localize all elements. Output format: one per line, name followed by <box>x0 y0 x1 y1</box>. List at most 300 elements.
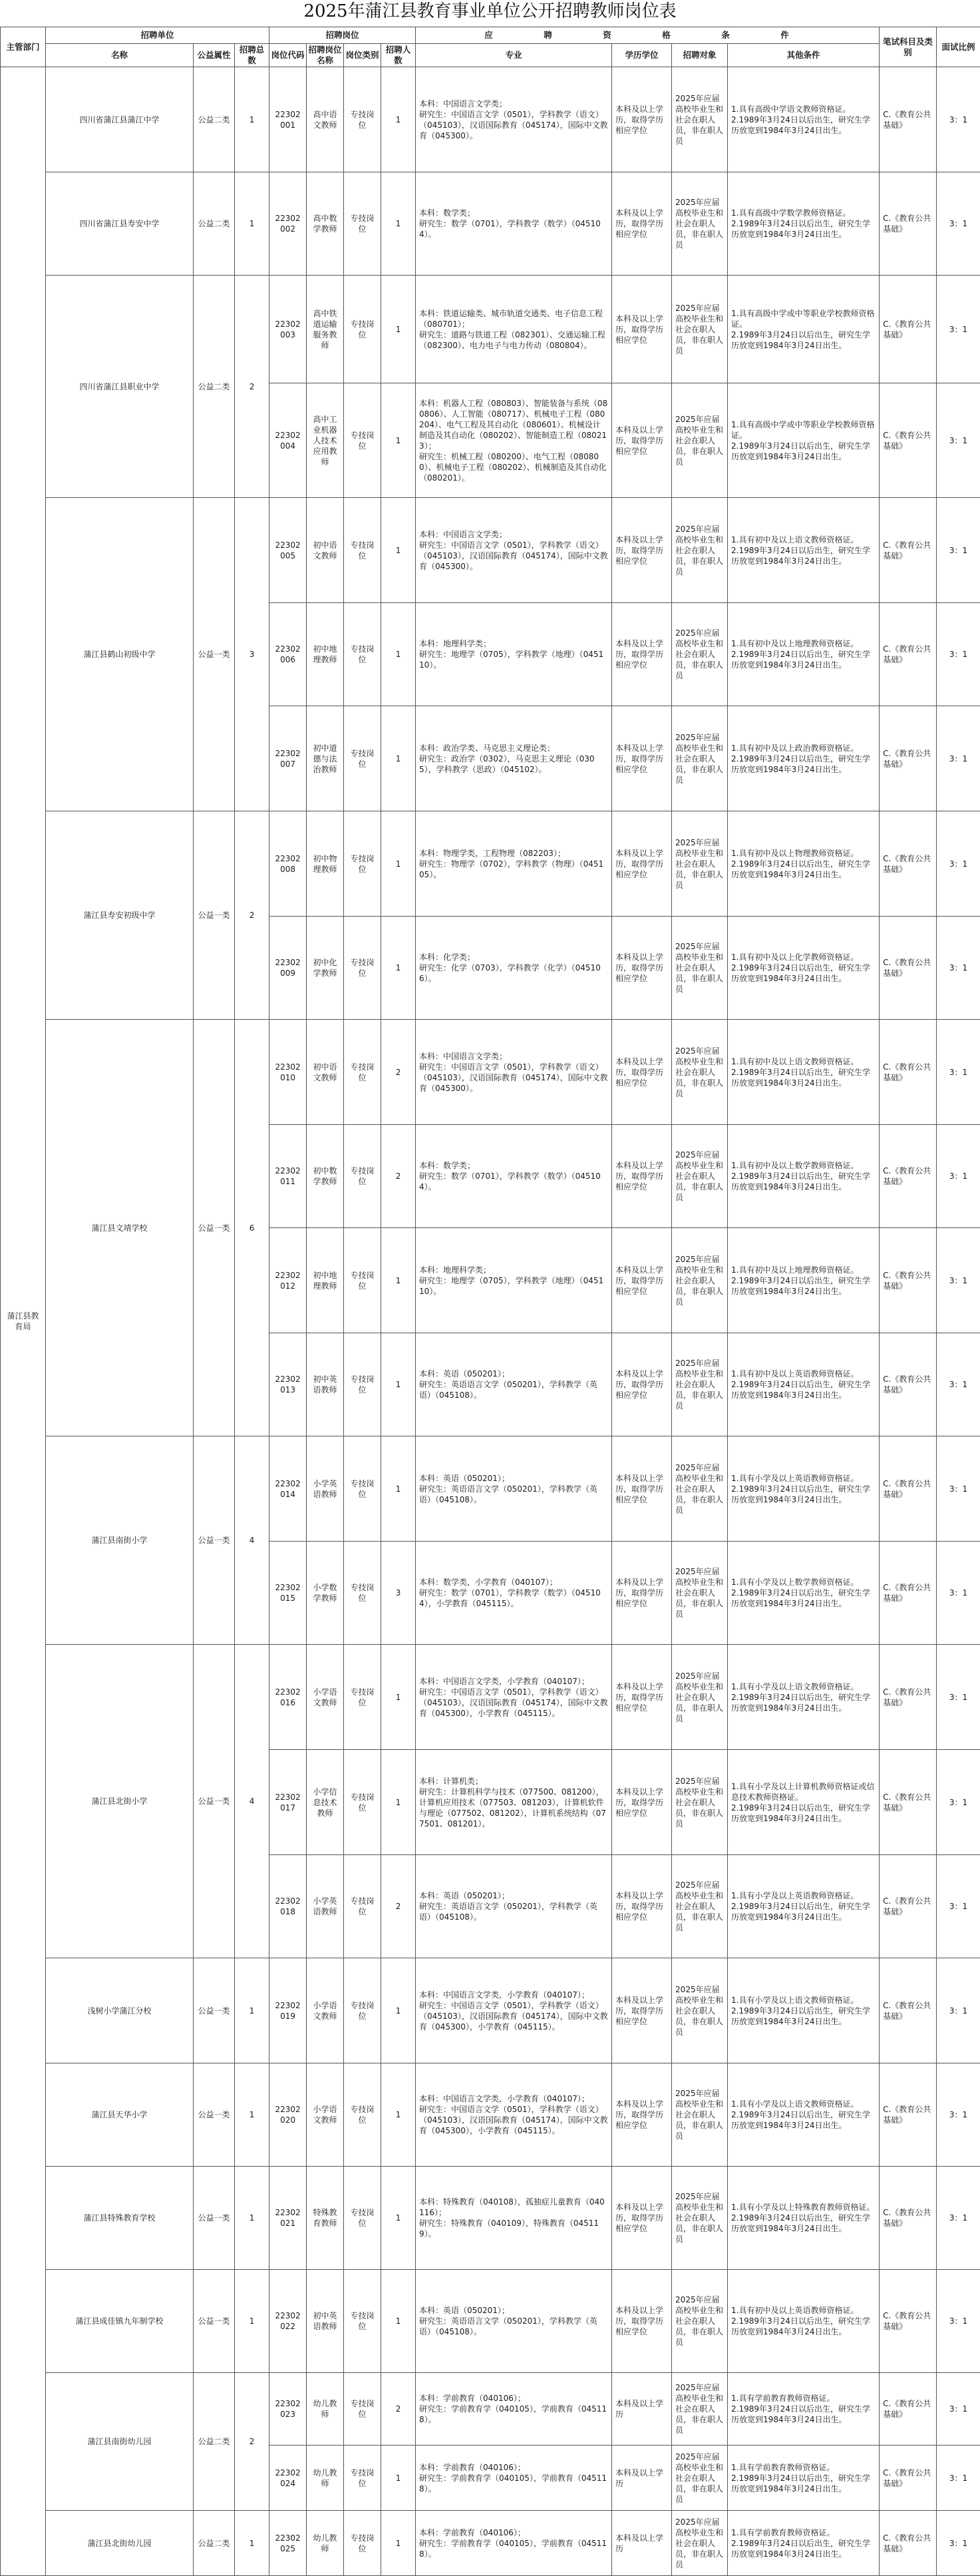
ratio-cell: 3：1 <box>937 1228 980 1333</box>
other-cell: 1.具有高级中学或中等职业学校教师资格证。 2.1989年3月24日以后出生，研究生学历放宽到1984年3月24日出生。 <box>728 383 880 498</box>
post-name-cell: 幼儿教师 <box>307 2373 344 2446</box>
other-cell: 1.具有初中及以上地理教师资格证。 2.1989年3月24日以后出生，研究生学历放宽到1984年3月24日出生。 <box>728 603 880 706</box>
table-row <box>1 1958 980 2063</box>
edu-cell: 本科及以上学历，取得学历相应学位 <box>612 706 672 811</box>
post-type-cell: 专技岗位 <box>344 1542 381 1645</box>
edu-cell: 本科及以上学历，取得学历相应学位 <box>612 498 672 603</box>
post-code-cell: 22302012 <box>269 1228 307 1333</box>
edu-cell: 本科及以上学历，取得学历相应学位 <box>612 1958 672 2063</box>
edu-cell: 本科及以上学历 <box>612 2511 672 2576</box>
exam-cell: C.《教育公共基础》 <box>880 706 937 811</box>
other-cell: 1.具有学前教育教师资格证。 2.1989年3月24日以后出生，研究生学历放宽到1984年3月24日出生。 <box>728 2373 880 2446</box>
post-type-cell: 专技岗位 <box>344 276 381 383</box>
table-row <box>1 2373 980 2446</box>
post-name-cell: 幼儿教师 <box>307 2511 344 2576</box>
table-row <box>1 172 980 276</box>
exam-cell: C.《教育公共基础》 <box>880 276 937 383</box>
exam-cell: C.《教育公共基础》 <box>880 1855 937 1958</box>
other-cell: 1.具有高级中学或中等职业学校教师资格证。 2.1989年3月24日以后出生，研究生学历放宽到1984年3月24日出生。 <box>728 276 880 383</box>
exam-cell: C.《教育公共基础》 <box>880 383 937 498</box>
post-code-cell: 22302022 <box>269 2270 307 2373</box>
ratio-cell: 3：1 <box>937 2063 980 2167</box>
post-name-cell: 小学语文教师 <box>307 1958 344 2063</box>
other-cell: 1.具有高级中学语文教师资格证。 2.1989年3月24日以后出生，研究生学历放宽到1984年3月24日出生。 <box>728 67 880 172</box>
post-name-cell: 幼儿教师 <box>307 2446 344 2511</box>
unit-total-cell: 1 <box>235 2270 269 2373</box>
post-code-cell: 22302014 <box>269 1436 307 1542</box>
post-count-cell: 1 <box>381 706 416 811</box>
post-count-cell: 1 <box>381 2270 416 2373</box>
post-count-cell: 2 <box>381 2373 416 2446</box>
exam-cell: C.《教育公共基础》 <box>880 1228 937 1333</box>
target-cell: 2025年应届高校毕业生和社会在职人员，非在职人员 <box>672 706 728 811</box>
other-cell: 1.具有小学及以上数学教师资格证。 2.1989年3月24日以后出生，研究生学历放宽到1984年3月24日出生。 <box>728 1542 880 1645</box>
major-cell: 本科：英语（050201）； 研究生：英语语言文学（050201），学科教学（英语）（045108）。 <box>416 2270 612 2373</box>
major-cell: 本科：数学类； 研究生：数学（0701），学科教学（数学）（045104）。 <box>416 1125 612 1228</box>
edu-cell: 本科及以上学历，取得学历相应学位 <box>612 811 672 917</box>
unit-name-cell: 蒲江县寿安初级中学 <box>46 811 194 1020</box>
other-cell: 1.具有初中及以上语文教师资格证。 2.1989年3月24日以后出生，研究生学历放宽到1984年3月24日出生。 <box>728 498 880 603</box>
ratio-cell: 3：1 <box>937 603 980 706</box>
major-cell: 本科：数学类，小学教育（040107）； 研究生：数学（0701），学科教学（数学）（045104），小学教育（045115）。 <box>416 1542 612 1645</box>
post-name-cell: 小学英语教师 <box>307 1436 344 1542</box>
header-unit-type: 公益属性 <box>194 44 235 67</box>
edu-cell: 本科及以上学历，取得学历相应学位 <box>612 172 672 276</box>
post-code-cell: 22302021 <box>269 2167 307 2270</box>
post-count-cell: 1 <box>381 2511 416 2576</box>
table-row <box>1 1020 980 1125</box>
unit-name-cell: 蒲江县北街小学 <box>46 1645 194 1958</box>
major-cell: 本科：中国语言文学类，小学教育（040107）； 研究生：中国语言文学（0501），学科教学（语文）（045103），汉语国际教育（045174），国际中文教育（045300），小学教育（045115）。 <box>416 1645 612 1750</box>
post-name-cell: 高中工业机器人技术应用教师 <box>307 383 344 498</box>
unit-name-cell: 四川省蒲江县寿安中学 <box>46 172 194 276</box>
post-count-cell: 1 <box>381 1958 416 2063</box>
unit-type-cell: 公益一类 <box>194 2063 235 2167</box>
post-code-cell: 22302018 <box>269 1855 307 1958</box>
exam-cell: C.《教育公共基础》 <box>880 603 937 706</box>
post-type-cell: 专技岗位 <box>344 1750 381 1855</box>
table-row <box>1 811 980 917</box>
edu-cell: 本科及以上学历，取得学历相应学位 <box>612 1542 672 1645</box>
unit-total-cell: 1 <box>235 67 269 172</box>
dept-name-cell: 蒲江县教育局 <box>1 67 46 2576</box>
major-cell: 本科：地理科学类； 研究生：地理学（0705），学科教学（地理）（045110）。 <box>416 1228 612 1333</box>
unit-type-cell: 公益二类 <box>194 2511 235 2576</box>
ratio-cell: 3：1 <box>937 383 980 498</box>
edu-cell: 本科及以上学历，取得学历相应学位 <box>612 383 672 498</box>
post-name-cell: 小学语文教师 <box>307 2063 344 2167</box>
post-name-cell: 初中地理教师 <box>307 603 344 706</box>
unit-total-cell: 1 <box>235 1958 269 2063</box>
post-type-cell: 专技岗位 <box>344 1436 381 1542</box>
edu-cell: 本科及以上学历，取得学历相应学位 <box>612 1228 672 1333</box>
target-cell: 2025年应届高校毕业生和社会在职人员，非在职人员 <box>672 2511 728 2576</box>
post-type-cell: 专技岗位 <box>344 1333 381 1436</box>
post-count-cell: 1 <box>381 2063 416 2167</box>
header-post-type: 岗位类别 <box>344 44 381 67</box>
post-code-cell: 22302007 <box>269 706 307 811</box>
post-code-cell: 22302019 <box>269 1958 307 2063</box>
post-type-cell: 专技岗位 <box>344 811 381 917</box>
exam-cell: C.《教育公共基础》 <box>880 1333 937 1436</box>
target-cell: 2025年应届高校毕业生和社会在职人员，非在职人员 <box>672 1228 728 1333</box>
post-name-cell: 小学信息技术教师 <box>307 1750 344 1855</box>
header-unit-group: 招聘单位 <box>46 27 269 44</box>
exam-cell: C.《教育公共基础》 <box>880 811 937 917</box>
target-cell: 2025年应届高校毕业生和社会在职人员，非在职人员 <box>672 1436 728 1542</box>
major-cell: 本科：化学类； 研究生：化学（0703），学科教学（化学）（045106）。 <box>416 917 612 1020</box>
document-title: 2025年蒲江县教育事业单位公开招聘教师岗位表 <box>0 0 980 23</box>
exam-cell: C.《教育公共基础》 <box>880 1125 937 1228</box>
exam-cell: C.《教育公共基础》 <box>880 2373 937 2446</box>
major-cell: 本科：学前教育（040106）； 研究生：学前教育学（040105），学前教育（045118）。 <box>416 2446 612 2511</box>
post-code-cell: 22302001 <box>269 67 307 172</box>
other-cell: 1.具有小学及以上英语教师资格证。 2.1989年3月24日以后出生，研究生学历放宽到1984年3月24日出生。 <box>728 1436 880 1542</box>
post-type-cell: 专技岗位 <box>344 2446 381 2511</box>
other-cell: 1.具有初中及以上化学教师资格证。 2.1989年3月24日以后出生，研究生学历放宽到1984年3月24日出生。 <box>728 917 880 1020</box>
header-row-top <box>1 27 980 44</box>
major-cell: 本科：地理科学类； 研究生：地理学（0705），学科教学（地理）（045110）。 <box>416 603 612 706</box>
header-ratio: 面试比例 <box>937 27 980 67</box>
post-type-cell: 专技岗位 <box>344 2063 381 2167</box>
table-row <box>1 498 980 603</box>
post-count-cell: 1 <box>381 67 416 172</box>
post-name-cell: 小学数学教师 <box>307 1542 344 1645</box>
ratio-cell: 3：1 <box>937 1958 980 2063</box>
exam-cell: C.《教育公共基础》 <box>880 67 937 172</box>
major-cell: 本科：中国语言文学类，小学教育（040107）； 研究生：中国语言文学（0501），学科教学（语文）（045103），汉语国际教育（045174），国际中文教育（045300），小学教育（045115）。 <box>416 2063 612 2167</box>
target-cell: 2025年应届高校毕业生和社会在职人员，非在职人员 <box>672 498 728 603</box>
post-count-cell: 2 <box>381 1855 416 1958</box>
unit-name-cell: 浅树小学蒲江分校 <box>46 1958 194 2063</box>
unit-total-cell: 6 <box>235 1020 269 1436</box>
post-code-cell: 22302015 <box>269 1542 307 1645</box>
edu-cell: 本科及以上学历，取得学历相应学位 <box>612 2063 672 2167</box>
unit-name-cell: 蒲江县鹤山初级中学 <box>46 498 194 811</box>
edu-cell: 本科及以上学历，取得学历相应学位 <box>612 1645 672 1750</box>
post-name-cell: 特殊教育教师 <box>307 2167 344 2270</box>
post-name-cell: 高中语文教师 <box>307 67 344 172</box>
post-type-cell: 专技岗位 <box>344 1125 381 1228</box>
other-cell: 1.具有初中及以上地理教师资格证。 2.1989年3月24日以后出生，研究生学历放宽到1984年3月24日出生。 <box>728 1228 880 1333</box>
header-dept: 主管部门 <box>1 27 46 67</box>
exam-cell: C.《教育公共基础》 <box>880 917 937 1020</box>
other-cell: 1.具有小学及以上语文教师资格证。 2.1989年3月24日以后出生，研究生学历放宽到1984年3月24日出生。 <box>728 1958 880 2063</box>
unit-name-cell: 蒲江县北街幼儿园 <box>46 2511 194 2576</box>
unit-type-cell: 公益一类 <box>194 2270 235 2373</box>
unit-type-cell: 公益一类 <box>194 1645 235 1958</box>
post-name-cell: 初中语文教师 <box>307 498 344 603</box>
unit-name-cell: 蒲江县天华小学 <box>46 2063 194 2167</box>
major-cell: 本科：英语（050201）； 研究生：英语语言文学（050201），学科教学（英语）（045108）。 <box>416 1855 612 1958</box>
target-cell: 2025年应届高校毕业生和社会在职人员，非在职人员 <box>672 67 728 172</box>
post-name-cell: 初中道德与法治教师 <box>307 706 344 811</box>
major-cell: 本科：数学类； 研究生：数学（0701），学科教学（数学）（045104）。 <box>416 172 612 276</box>
post-count-cell: 1 <box>381 1333 416 1436</box>
header-post-group: 招聘岗位 <box>269 27 416 44</box>
other-cell: 1.具有学前教育教师资格证。 2.1989年3月24日以后出生，研究生学历放宽到1984年3月24日出生。 <box>728 2511 880 2576</box>
other-cell: 1.具有初中及以上数学教师资格证。 2.1989年3月24日以后出生，研究生学历放宽到1984年3月24日出生。 <box>728 1125 880 1228</box>
ratio-cell: 3：1 <box>937 2446 980 2511</box>
post-count-cell: 1 <box>381 603 416 706</box>
post-code-cell: 22302002 <box>269 172 307 276</box>
unit-name-cell: 蒲江县文靖学校 <box>46 1020 194 1436</box>
unit-total-cell: 2 <box>235 276 269 498</box>
target-cell: 2025年应届高校毕业生和社会在职人员，非在职人员 <box>672 383 728 498</box>
post-count-cell: 1 <box>381 811 416 917</box>
edu-cell: 本科及以上学历，取得学历相应学位 <box>612 2270 672 2373</box>
target-cell: 2025年应届高校毕业生和社会在职人员，非在职人员 <box>672 1125 728 1228</box>
target-cell: 2025年应届高校毕业生和社会在职人员，非在职人员 <box>672 917 728 1020</box>
post-type-cell: 专技岗位 <box>344 67 381 172</box>
ratio-cell: 3：1 <box>937 2373 980 2446</box>
major-cell: 本科：英语（050201）； 研究生：英语语言文学（050201），学科教学（英语）（045108）。 <box>416 1436 612 1542</box>
header-post-name: 招聘岗位名称 <box>307 44 344 67</box>
post-code-cell: 22302011 <box>269 1125 307 1228</box>
edu-cell: 本科及以上学历，取得学历相应学位 <box>612 1436 672 1542</box>
post-code-cell: 22302025 <box>269 2511 307 2576</box>
target-cell: 2025年应届高校毕业生和社会在职人员，非在职人员 <box>672 603 728 706</box>
post-type-cell: 专技岗位 <box>344 1228 381 1333</box>
ratio-cell: 3：1 <box>937 2167 980 2270</box>
post-type-cell: 专技岗位 <box>344 1855 381 1958</box>
exam-cell: C.《教育公共基础》 <box>880 498 937 603</box>
edu-cell: 本科及以上学历，取得学历相应学位 <box>612 1020 672 1125</box>
unit-total-cell: 2 <box>235 811 269 1020</box>
major-cell: 本科：英语（050201）； 研究生：英语语言文学（050201），学科教学（英语）（045108）。 <box>416 1333 612 1436</box>
post-type-cell: 专技岗位 <box>344 1020 381 1125</box>
header-post-code: 岗位代码 <box>269 44 307 67</box>
unit-type-cell: 公益一类 <box>194 498 235 811</box>
other-cell: 1.具有小学及以上语文教师资格证。 2.1989年3月24日以后出生，研究生学历放宽到1984年3月24日出生。 <box>728 2063 880 2167</box>
post-count-cell: 1 <box>381 1228 416 1333</box>
edu-cell: 本科及以上学历，取得学历相应学位 <box>612 603 672 706</box>
header-other: 其他条件 <box>728 44 880 67</box>
post-type-cell: 专技岗位 <box>344 2373 381 2446</box>
table-row <box>1 2270 980 2373</box>
ratio-cell: 3：1 <box>937 917 980 1020</box>
header-target: 招聘对象 <box>672 44 728 67</box>
post-name-cell: 高中数学教师 <box>307 172 344 276</box>
post-type-cell: 专技岗位 <box>344 603 381 706</box>
edu-cell: 本科及以上学历，取得学历相应学位 <box>612 67 672 172</box>
unit-total-cell: 1 <box>235 2511 269 2576</box>
post-code-cell: 22302003 <box>269 276 307 383</box>
other-cell: 1.具有小学及以上计算机教师资格证或信息技术教师资格证。 2.1989年3月24日以后出生，研究生学历放宽到1984年3月24日出生。 <box>728 1750 880 1855</box>
other-cell: 1.具有初中及以上语文教师资格证。 2.1989年3月24日以后出生，研究生学历放宽到1984年3月24日出生。 <box>728 1020 880 1125</box>
post-code-cell: 22302010 <box>269 1020 307 1125</box>
post-count-cell: 1 <box>381 1436 416 1542</box>
target-cell: 2025年应届高校毕业生和社会在职人员，非在职人员 <box>672 2270 728 2373</box>
ratio-cell: 3：1 <box>937 1750 980 1855</box>
recruitment-table <box>0 27 980 2576</box>
table-row <box>1 1645 980 1750</box>
post-count-cell: 2 <box>381 1020 416 1125</box>
post-count-cell: 1 <box>381 1645 416 1750</box>
header-unit-total: 招聘总数 <box>235 44 269 67</box>
edu-cell: 本科及以上学历 <box>612 2446 672 2511</box>
post-name-cell: 初中英语教师 <box>307 2270 344 2373</box>
table-row <box>1 2511 980 2576</box>
major-cell: 本科：特殊教育（040108），孤独症儿童教育（040116）； 研究生：特殊教育（040109），特殊教育（045119）。 <box>416 2167 612 2270</box>
target-cell: 2025年应届高校毕业生和社会在职人员，非在职人员 <box>672 2063 728 2167</box>
post-type-cell: 专技岗位 <box>344 1958 381 2063</box>
post-type-cell: 专技岗位 <box>344 2167 381 2270</box>
post-type-cell: 专技岗位 <box>344 2270 381 2373</box>
target-cell: 2025年应届高校毕业生和社会在职人员，非在职人员 <box>672 276 728 383</box>
post-count-cell: 3 <box>381 1542 416 1645</box>
post-count-cell: 1 <box>381 172 416 276</box>
post-count-cell: 1 <box>381 1750 416 1855</box>
unit-total-cell: 1 <box>235 172 269 276</box>
unit-type-cell: 公益二类 <box>194 276 235 498</box>
exam-cell: C.《教育公共基础》 <box>880 1645 937 1750</box>
edu-cell: 本科及以上学历，取得学历相应学位 <box>612 2167 672 2270</box>
other-cell: 1.具有高级中学数学教师资格证。 2.1989年3月24日以后出生，研究生学历放宽到1984年3月24日出生。 <box>728 172 880 276</box>
unit-total-cell: 1 <box>235 2063 269 2167</box>
edu-cell: 本科及以上学历，取得学历相应学位 <box>612 1855 672 1958</box>
post-code-cell: 22302006 <box>269 603 307 706</box>
post-name-cell: 初中语文教师 <box>307 1020 344 1125</box>
unit-name-cell: 蒲江县南街小学 <box>46 1436 194 1645</box>
major-cell: 本科：学前教育（040106）； 研究生：学前教育学（040105），学前教育（045118）。 <box>416 2511 612 2576</box>
unit-name-cell: 蒲江县特殊教育学校 <box>46 2167 194 2270</box>
target-cell: 2025年应届高校毕业生和社会在职人员，非在职人员 <box>672 1855 728 1958</box>
edu-cell: 本科及以上学历，取得学历相应学位 <box>612 276 672 383</box>
edu-cell: 本科及以上学历，取得学历相应学位 <box>612 1125 672 1228</box>
post-count-cell: 2 <box>381 1125 416 1228</box>
post-code-cell: 22302023 <box>269 2373 307 2446</box>
major-cell: 本科：铁道运输类、城市轨道交通类、电子信息工程（080701）； 研究生：道路与铁道工程（082301）、交通运输工程（082300）、电力电子与电力传动（080804）。 <box>416 276 612 383</box>
post-type-cell: 专技岗位 <box>344 498 381 603</box>
post-code-cell: 22302024 <box>269 2446 307 2511</box>
edu-cell: 本科及以上学历 <box>612 2373 672 2446</box>
header-post-count: 招聘人数 <box>381 44 416 67</box>
post-name-cell: 初中化学教师 <box>307 917 344 1020</box>
post-type-cell: 专技岗位 <box>344 706 381 811</box>
unit-type-cell: 公益二类 <box>194 2373 235 2511</box>
post-count-cell: 1 <box>381 2167 416 2270</box>
header-edu: 学历学位 <box>612 44 672 67</box>
major-cell: 本科：中国语言文学类，小学教育（040107）； 研究生：中国语言文学（0501），学科教学（语文）（045103），汉语国际教育（045174），国际中文教育（045300），小学教育（045115）。 <box>416 1958 612 2063</box>
table-row <box>1 1436 980 1542</box>
post-name-cell: 小学英语教师 <box>307 1855 344 1958</box>
table-row <box>1 2167 980 2270</box>
header-major: 专业 <box>416 44 612 67</box>
major-cell: 本科：中国语言文学类； 研究生：中国语言文学（0501），学科教学（语文）（045103），汉语国际教育（045174），国际中文教育（045300）。 <box>416 498 612 603</box>
exam-cell: C.《教育公共基础》 <box>880 1020 937 1125</box>
ratio-cell: 3：1 <box>937 1645 980 1750</box>
target-cell: 2025年应届高校毕业生和社会在职人员，非在职人员 <box>672 1020 728 1125</box>
unit-type-cell: 公益一类 <box>194 811 235 1020</box>
ratio-cell: 3：1 <box>937 172 980 276</box>
post-code-cell: 22302005 <box>269 498 307 603</box>
post-name-cell: 高中铁道运输服务教师 <box>307 276 344 383</box>
target-cell: 2025年应届高校毕业生和社会在职人员，非在职人员 <box>672 1645 728 1750</box>
edu-cell: 本科及以上学历，取得学历相应学位 <box>612 1750 672 1855</box>
table-body <box>1 67 980 2576</box>
exam-cell: C.《教育公共基础》 <box>880 1542 937 1645</box>
ratio-cell: 3：1 <box>937 811 980 917</box>
major-cell: 本科：中国语言文学类； 研究生：中国语言文学（0501），学科教学（语文）（045103），汉语国际教育（045174），国际中文教育（045300）。 <box>416 1020 612 1125</box>
header-condition-group: 应 聘 资 格 条 件 <box>416 27 880 44</box>
post-count-cell: 1 <box>381 498 416 603</box>
ratio-cell: 3：1 <box>937 1333 980 1436</box>
other-cell: 1.具有初中及以上物理教师资格证。 2.1989年3月24日以后出生，研究生学历放宽到1984年3月24日出生。 <box>728 811 880 917</box>
unit-name-cell: 蒲江县成佳镇九年制学校 <box>46 2270 194 2373</box>
post-count-cell: 1 <box>381 383 416 498</box>
ratio-cell: 3：1 <box>937 67 980 172</box>
unit-total-cell: 2 <box>235 2373 269 2511</box>
major-cell: 本科：物理学类，工程物理（082203）； 研究生：物理学（0702），学科教学（物理）（045105）。 <box>416 811 612 917</box>
ratio-cell: 3：1 <box>937 1125 980 1228</box>
other-cell: 1.具有初中及以上政治教师资格证。 2.1989年3月24日以后出生，研究生学历放宽到1984年3月24日出生。 <box>728 706 880 811</box>
ratio-cell: 3：1 <box>937 2270 980 2373</box>
unit-type-cell: 公益一类 <box>194 1020 235 1436</box>
table-row <box>1 2063 980 2167</box>
target-cell: 2025年应届高校毕业生和社会在职人员，非在职人员 <box>672 1750 728 1855</box>
header-unit-name: 名称 <box>46 44 194 67</box>
other-cell: 1.具有小学及以上英语教师资格证。 2.1989年3月24日以后出生，研究生学历放宽到1984年3月24日出生。 <box>728 1855 880 1958</box>
target-cell: 2025年应届高校毕业生和社会在职人员，非在职人员 <box>672 2167 728 2270</box>
ratio-cell: 3：1 <box>937 1855 980 1958</box>
post-code-cell: 22302016 <box>269 1645 307 1750</box>
unit-type-cell: 公益一类 <box>194 2167 235 2270</box>
post-code-cell: 22302008 <box>269 811 307 917</box>
unit-total-cell: 4 <box>235 1645 269 1958</box>
exam-cell: C.《教育公共基础》 <box>880 2167 937 2270</box>
post-code-cell: 22302013 <box>269 1333 307 1436</box>
target-cell: 2025年应届高校毕业生和社会在职人员，非在职人员 <box>672 1333 728 1436</box>
other-cell: 1.具有学前教育教师资格证。 2.1989年3月24日以后出生，研究生学历放宽到1984年3月24日出生。 <box>728 2446 880 2511</box>
post-count-cell: 1 <box>381 917 416 1020</box>
post-type-cell: 专技岗位 <box>344 1645 381 1750</box>
header-row-bottom <box>1 44 980 67</box>
unit-name-cell: 蒲江县南街幼儿园 <box>46 2373 194 2511</box>
table-row <box>1 67 980 172</box>
target-cell: 2025年应届高校毕业生和社会在职人员，非在职人员 <box>672 2373 728 2446</box>
table-header <box>1 27 980 67</box>
edu-cell: 本科及以上学历，取得学历相应学位 <box>612 1333 672 1436</box>
header-exam: 笔试科目及类别 <box>880 27 937 67</box>
unit-total-cell: 3 <box>235 498 269 811</box>
post-type-cell: 专技岗位 <box>344 917 381 1020</box>
unit-type-cell: 公益二类 <box>194 67 235 172</box>
other-cell: 1.具有小学及以上语文教师资格证。 2.1989年3月24日以后出生，研究生学历放宽到1984年3月24日出生。 <box>728 1645 880 1750</box>
post-name-cell: 初中英语教师 <box>307 1333 344 1436</box>
major-cell: 本科：政治学类、马克思主义理论类； 研究生：政治学（0302），马克思主义理论（0305），学科教学（思政）（045102）。 <box>416 706 612 811</box>
other-cell: 1.具有初中及以上英语教师资格证。 2.1989年3月24日以后出生，研究生学历放宽到1984年3月24日出生。 <box>728 1333 880 1436</box>
target-cell: 2025年应届高校毕业生和社会在职人员，非在职人员 <box>672 1958 728 2063</box>
post-count-cell: 1 <box>381 2446 416 2511</box>
ratio-cell: 3：1 <box>937 276 980 383</box>
post-name-cell: 初中物理教师 <box>307 811 344 917</box>
exam-cell: C.《教育公共基础》 <box>880 172 937 276</box>
post-code-cell: 22302009 <box>269 917 307 1020</box>
exam-cell: C.《教育公共基础》 <box>880 2270 937 2373</box>
ratio-cell: 3：1 <box>937 1542 980 1645</box>
post-code-cell: 22302004 <box>269 383 307 498</box>
ratio-cell: 3：1 <box>937 1436 980 1542</box>
unit-type-cell: 公益二类 <box>194 172 235 276</box>
unit-type-cell: 公益一类 <box>194 1958 235 2063</box>
post-name-cell: 初中地理教师 <box>307 1228 344 1333</box>
target-cell: 2025年应届高校毕业生和社会在职人员，非在职人员 <box>672 811 728 917</box>
exam-cell: C.《教育公共基础》 <box>880 2063 937 2167</box>
unit-total-cell: 4 <box>235 1436 269 1645</box>
post-name-cell: 初中数学教师 <box>307 1125 344 1228</box>
target-cell: 2025年应届高校毕业生和社会在职人员，非在职人员 <box>672 1542 728 1645</box>
